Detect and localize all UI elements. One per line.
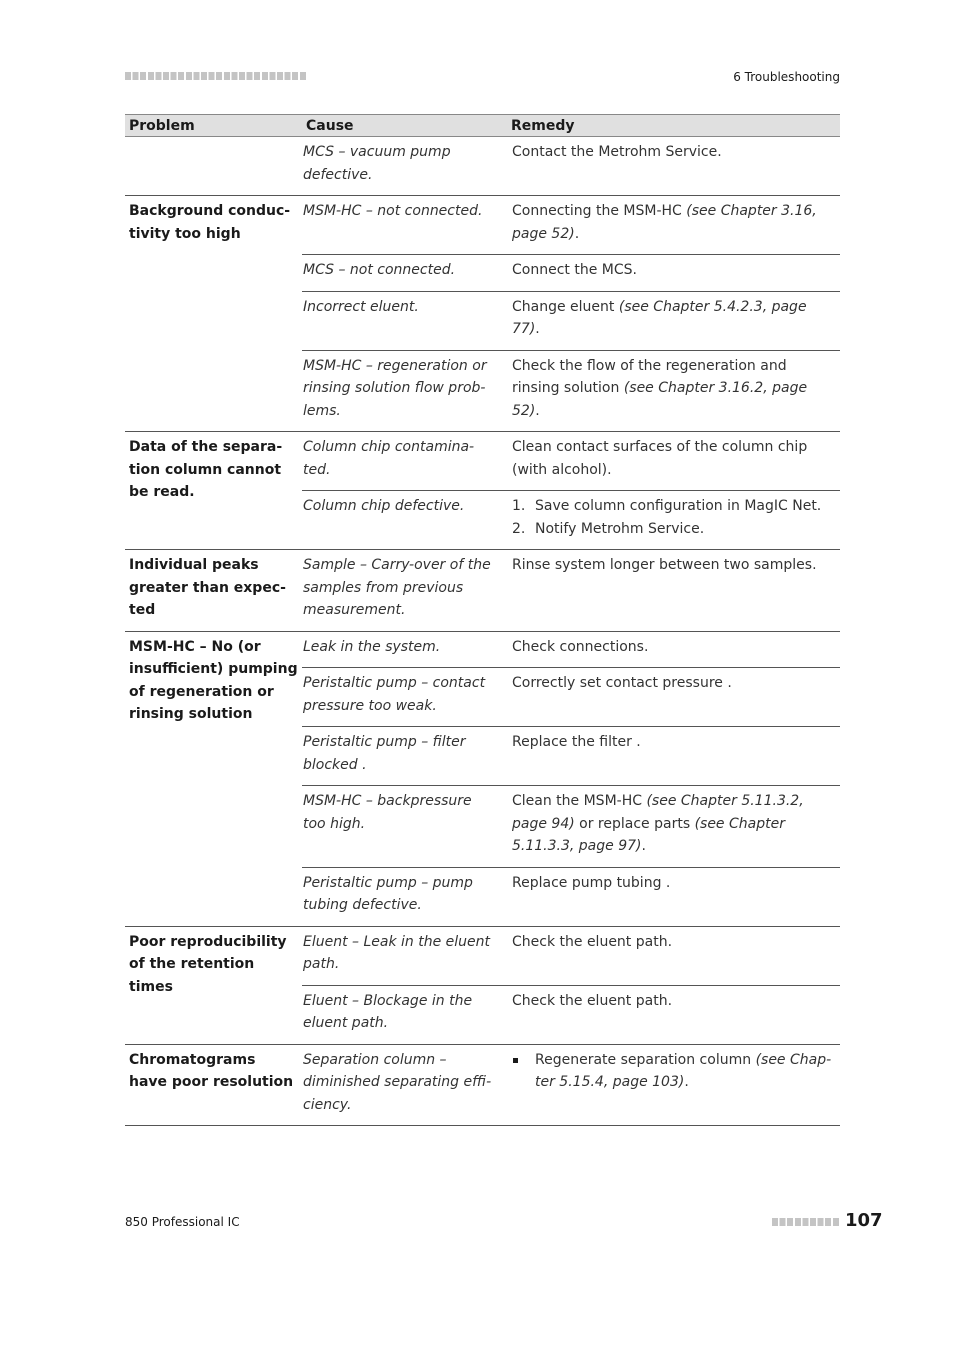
bullet-item [512, 1049, 832, 1094]
remedy-text-run: or replace parts [574, 815, 695, 832]
cause-cell: MCS – not connected. [303, 262, 456, 278]
table-row [302, 550, 840, 631]
remedy-text-run: (see Chapter 5.11.3.3, page 97) [512, 815, 785, 854]
table-row [302, 632, 840, 668]
cause-cell: Separation column – diminished separating efficiency. [303, 1051, 492, 1113]
remedy-cell [507, 491, 840, 549]
remedy-text-run: Check the flow of the regeneration and rinsing solution [512, 357, 787, 396]
remedy-text-run: Check connections. [512, 638, 649, 655]
table-row [302, 985, 840, 1044]
remedy-cell [507, 196, 840, 254]
remedy-cell [507, 786, 840, 867]
remedy-text-run: . [641, 838, 646, 854]
table-row [302, 726, 840, 785]
table-row [302, 196, 840, 254]
remedy-text-run: . [574, 225, 580, 242]
problem-group [125, 927, 840, 1045]
cause-cell: Eluent – Blockage in the eluent path. [303, 992, 473, 1031]
cause-remedy-rows [302, 550, 840, 631]
table-row [302, 1045, 840, 1126]
problem-group [125, 196, 840, 432]
remedy-text-run: . [535, 321, 540, 337]
footer-decoration [772, 1218, 840, 1226]
remedy-cell [507, 668, 840, 726]
remedy-text-run: Clean the MSM-HC [512, 793, 647, 809]
cause-cell: MSM-HC – backpressure too high. [303, 793, 472, 832]
cause-cell: MSM-HC – regeneration or rinsing solution flow problems. [303, 357, 487, 419]
cause-cell: MCS – vacuum pump defective. [303, 144, 451, 183]
problem-cell: Poor reproducibility of the retention times [129, 933, 287, 995]
table-row [302, 291, 840, 350]
col-header-cause: Cause [306, 117, 354, 134]
remedy-cell [507, 550, 840, 631]
table-row [302, 490, 840, 549]
cause-remedy-rows [302, 927, 840, 1044]
problem-cell [125, 137, 302, 195]
remedy-text-run: Check the eluent path. [512, 933, 673, 950]
bullet-marker [512, 1049, 535, 1094]
col-header-problem: Problem [129, 117, 195, 134]
product-name: 850 Professional IC [125, 1215, 240, 1229]
problem-group [125, 632, 840, 927]
cause-remedy-rows [302, 432, 840, 549]
table-row [302, 927, 840, 985]
cause-cell: Column chip defective. [303, 498, 465, 514]
cause-remedy-rows [302, 196, 840, 431]
table-body [125, 137, 840, 1126]
cause-remedy-rows [302, 137, 840, 195]
remedy-text-run: Connect the MCS. [512, 262, 637, 278]
cause-cell: Sample – Carry-over of the samples from previous measurement. [303, 557, 491, 618]
problem-group [125, 1045, 840, 1127]
remedy-cell [507, 727, 840, 785]
troubleshooting-table [125, 114, 840, 1126]
col-header-remedy: Remedy [511, 117, 575, 134]
step-text: Save column configuration in MagIC Net. [535, 498, 822, 514]
problem-group [125, 432, 840, 550]
remedy-text-run: Correctly set contact pressure . [512, 675, 732, 691]
table-row [302, 867, 840, 926]
cause-cell: Incorrect eluent. [303, 298, 419, 315]
problem-group [125, 550, 840, 632]
problem-cell: Background conductivity too high [129, 203, 291, 242]
cause-remedy-rows [302, 632, 840, 926]
remedy-text-run: (see Chapter 5.4.2.3, page 77) [512, 298, 807, 337]
table-row [302, 432, 840, 490]
remedy-text-run: Clean contact surfaces of the column chip (with alcohol). [512, 439, 808, 478]
problem-group [125, 137, 840, 196]
remedy-text-run: Change eluent [512, 298, 619, 315]
problem-cell: MSM-HC – No (or insufficient) pumping of regeneration or rinsing solution [129, 638, 298, 722]
remedy-cell [507, 927, 840, 985]
table-row [302, 785, 840, 867]
remedy-text-run: Connecting the MSM-HC [512, 203, 687, 219]
cause-cell: Eluent – Leak in the eluent path. [303, 933, 491, 972]
remedy-cell [507, 137, 840, 195]
remedy-cell [507, 432, 840, 490]
cause-cell: Leak in the system. [303, 638, 441, 655]
remedy-text-run: Replace the filter . [512, 734, 641, 750]
remedy-text-run: (see Chapter 3.16, page 52) [512, 203, 817, 242]
page-number: 107 [845, 1210, 883, 1231]
cause-cell: Column chip contaminated. [303, 439, 475, 478]
remedy-text-run: Replace pump tubing . [512, 874, 671, 891]
remedy-cell [507, 1045, 840, 1126]
table-row [302, 254, 840, 291]
remedy-text-run: . [535, 402, 540, 419]
remedy-cell [507, 986, 840, 1044]
header-decoration [125, 72, 307, 80]
problem-cell: Chromatograms have poor resolution [129, 1051, 294, 1090]
step-text: Notify Metrohm Service. [535, 520, 705, 537]
remedy-text-run: Rinse system longer between two samples. [512, 557, 817, 573]
section-title: 6 Troubleshooting [733, 70, 840, 84]
remedy-cell [507, 292, 840, 350]
remedy-text-run: Check the eluent path. [512, 992, 673, 1009]
table-header [125, 114, 840, 137]
step-item [512, 518, 832, 541]
remedy-text-run: (see Chapter 5.11.3.2, page 94) [512, 793, 804, 832]
table-row [302, 137, 840, 195]
remedy-text-run: (see Chapter 3.16.2, page 52) [512, 380, 808, 419]
step-number: 1. [512, 498, 526, 514]
table-row [302, 667, 840, 726]
cause-cell: Peristaltic pump – pump tubing defective. [303, 874, 473, 913]
problem-cell: Data of the separation column cannot be read. [129, 439, 283, 500]
remedy-cell [507, 632, 840, 668]
cause-remedy-rows [302, 1045, 840, 1126]
remedy-text-run: (see Chapter 5.15.4, page 103) [535, 1051, 832, 1090]
cause-cell: Peristaltic pump – filter blocked . [303, 734, 466, 773]
step-number: 2. [512, 520, 526, 537]
remedy-text-run: Contact the Metrohm Service. [512, 144, 722, 160]
step-item [512, 495, 832, 518]
remedy-cell [507, 351, 840, 432]
bullet-text [535, 1049, 832, 1094]
remedy-cell [507, 868, 840, 926]
table-row [302, 350, 840, 432]
problem-cell: Individual peaks greater than expected [129, 557, 286, 618]
cause-cell: MSM-HC – not connected. [303, 203, 483, 219]
remedy-text-run: . [684, 1074, 689, 1090]
cause-cell: Peristaltic pump – contact pressure too weak. [303, 675, 486, 714]
remedy-steps [512, 495, 832, 540]
remedy-bullets [512, 1049, 832, 1094]
remedy-cell [507, 255, 840, 291]
remedy-text-run: Regenerate separation column [535, 1051, 756, 1068]
